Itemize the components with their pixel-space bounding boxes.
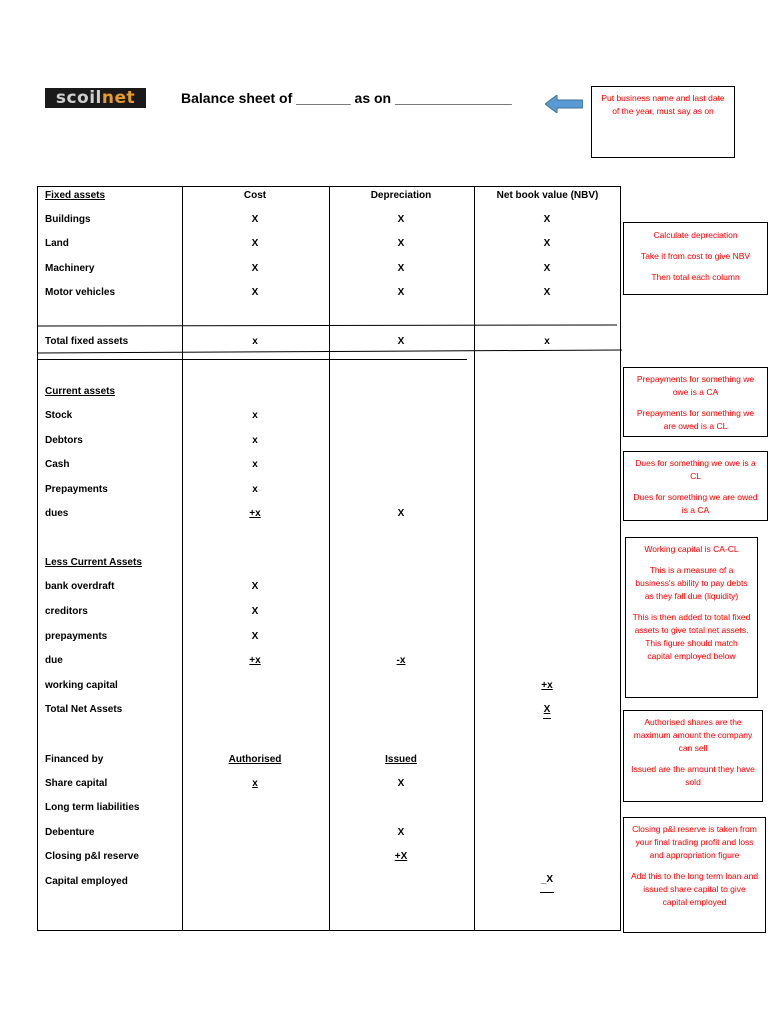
cost-value: x [252, 484, 258, 495]
row-label: Prepayments [45, 484, 108, 495]
cost-value: X [251, 631, 259, 642]
total-fixed-cost: x [252, 336, 258, 347]
working-capital-label: working capital [45, 680, 118, 691]
cost-value: X [251, 606, 259, 617]
financed-by-label: Financed by [45, 754, 104, 765]
col-divider-1 [182, 186, 183, 931]
less-current-heading: Less Current Assets [45, 557, 142, 568]
dep-value: X [397, 238, 405, 249]
capital-employed-underline [540, 892, 554, 893]
working-capital-note: Working capital is CA-CL This is a measure of a business's ability to pay debts as they fall due (liquidity) This is then added to total fixed assets to give total net assets. This figure should match capital employed below [625, 537, 758, 698]
prepayments-note: Prepayments for something we owe is a CA Prepayments for something we are owed is a CL [623, 367, 768, 437]
row-label: Stock [45, 410, 73, 421]
current-assets-top-line [37, 359, 467, 360]
share-capital-label: Share capital [45, 778, 108, 789]
header-nbv: Net book value (NBV) [496, 190, 599, 201]
capital-employed-value: _X [540, 874, 554, 885]
row-label: Debtors [45, 435, 83, 446]
share-capital-issued: X [397, 778, 405, 789]
cost-value: X [251, 287, 259, 298]
dues-note: Dues for something we owe is a CL Dues for something we are owed is a CA [623, 451, 768, 521]
long-term-label: Long term liabilities [45, 802, 140, 813]
row-label: prepayments [45, 631, 108, 642]
header-fixed-assets: Fixed assets [45, 190, 106, 201]
cost-value: x [252, 459, 258, 470]
total-fixed-label: Total fixed assets [45, 336, 129, 347]
table-right-border [620, 186, 621, 931]
col-divider-2 [329, 186, 330, 931]
cost-value: +x [249, 655, 261, 666]
row-label: creditors [45, 606, 88, 617]
row-label: Cash [45, 459, 70, 470]
debenture-label: Debenture [45, 827, 95, 838]
cost-value: x [252, 435, 258, 446]
title-note: Put business name and last date of the year, must say as on [591, 86, 735, 158]
cost-value: X [251, 263, 259, 274]
cost-value: X [251, 238, 259, 249]
total-net-assets-label: Total Net Assets [45, 704, 123, 715]
depreciation-note: Calculate depreciation Take it from cost to give NBV Then total each column [623, 222, 768, 295]
authorised-header: Authorised [228, 754, 282, 765]
dep-value: X [397, 263, 405, 274]
row-label: Buildings [45, 214, 91, 225]
reserve-note: Closing p&l reserve is taken from your final trading profit and loss and appropriation figure Add this to the long term loan and issued share capital to give capital employed [623, 817, 766, 933]
header-cost: Cost [243, 190, 267, 201]
working-capital-nbv: +x [541, 680, 553, 691]
cost-value: +x [249, 508, 261, 519]
table-left-border [37, 186, 38, 931]
cost-value: X [251, 581, 259, 592]
nbv-value: X [543, 287, 551, 298]
issued-header: Issued [385, 754, 417, 765]
debenture-value: X [397, 827, 405, 838]
nbv-value: X [543, 263, 551, 274]
dep-value: X [397, 287, 405, 298]
row-label: Motor vehicles [45, 287, 116, 298]
dep-value: X [397, 508, 405, 519]
row-label: dues [45, 508, 69, 519]
row-label: bank overdraft [45, 581, 115, 592]
shares-note: Authorised shares are the maximum amount the company can sell Issued are the amount they have sold [623, 710, 763, 802]
current-assets-heading: Current assets [45, 386, 116, 397]
dep-value: X [397, 214, 405, 225]
row-label: due [45, 655, 63, 666]
closing-reserve-value: +X [394, 851, 408, 862]
capital-employed-label: Capital employed [45, 876, 128, 887]
total-net-assets-nbv: X [543, 704, 551, 715]
nbv-value: X [543, 238, 551, 249]
row-label: Land [45, 238, 69, 249]
cost-value: X [251, 214, 259, 225]
total-fixed-dep: X [397, 336, 405, 347]
nbv-value: X [543, 214, 551, 225]
left-arrow-icon [545, 95, 583, 113]
header-depreciation: Depreciation [370, 190, 432, 201]
cost-value: x [252, 410, 258, 421]
dep-value: -x [396, 655, 406, 666]
total-net-assets-double-line [543, 718, 551, 719]
page-title: Balance sheet of _______ as on _______________ [181, 90, 512, 106]
closing-reserve-label: Closing p&l reserve [45, 851, 139, 862]
col-divider-3 [474, 186, 475, 931]
total-fixed-nbv: x [544, 336, 550, 347]
scoilnet-logo: scoilnet [45, 88, 146, 108]
share-capital-authorised: x [252, 778, 258, 789]
total-fixed-top-line [37, 324, 617, 326]
row-label: Machinery [45, 263, 95, 274]
